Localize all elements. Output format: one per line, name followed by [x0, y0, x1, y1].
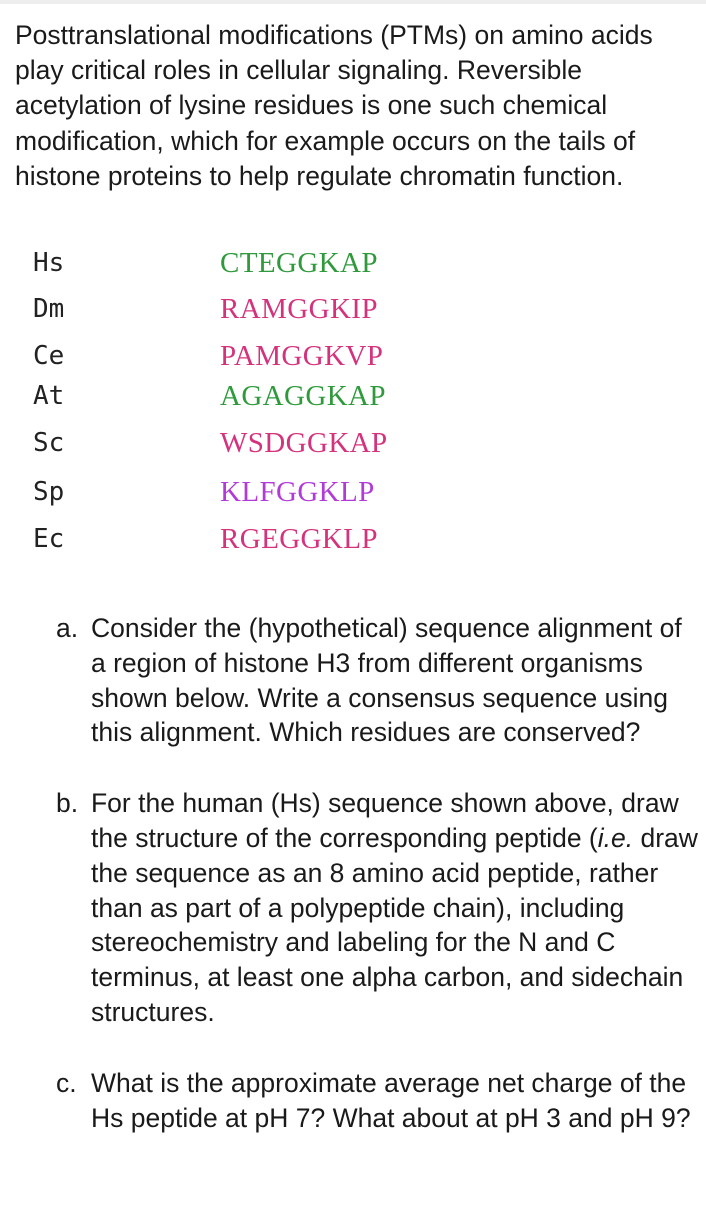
organism-label-dm: Dm [33, 294, 65, 324]
sequence-alignment [0, 0, 706, 560]
organism-label-ce: Ce [33, 341, 65, 371]
sequence-dm: RAMGGKIP [220, 293, 378, 325]
organism-label-hs: Hs [33, 248, 65, 278]
sequence-ce: PAMGGKVP [220, 340, 384, 372]
question-text: What is the approximate average net charge of the Hs peptide at pH 7? What about at pH 3 and pH 9? [91, 1067, 691, 1133]
question-text-part: For the human (Hs) sequence shown above, draw the structure of the corresponding peptide ( [91, 788, 679, 853]
question-text-italic: i.e. [597, 822, 634, 853]
organism-label-sp: Sp [33, 477, 65, 507]
question-marker: b. [56, 788, 79, 819]
sequence-sc: WSDGGKAP [220, 427, 388, 459]
question-list [56, 611, 701, 1171]
organism-label-ec: Ec [33, 524, 65, 554]
intro-paragraph: Posttranslational modifications (PTMs) on amino acids play critical roles in cellular signaling. Reversible acetylation of lysine residues is one such chemical modification, which for example occurs on the tails of histone proteins to help regulate chromatin function. [15, 20, 653, 191]
question-c [56, 1066, 701, 1136]
question-text: Consider the (hypothetical) sequence alignment of a region of histone H3 from different organisms shown below. Write a consensus sequence using this alignment. Which residues are conserved? [91, 613, 682, 748]
organism-label-sc: Sc [33, 428, 65, 458]
sequence-at: AGAGGKAP [220, 380, 386, 412]
sequence-hs: CTEGGKAP [220, 247, 378, 279]
question-a [56, 611, 701, 750]
question-marker: c. [56, 1067, 77, 1098]
sequence-sp: KLFGGKLP [220, 476, 375, 508]
organism-label-at: At [33, 381, 65, 411]
question-b [56, 786, 701, 1030]
sequence-ec: RGEGGKLP [220, 523, 378, 555]
question-text-part: draw the sequence as an 8 amino acid peptide, rather than as part of a polypeptide chain), including stereochemistry and labeling for the N and C terminus, at least one alpha carbon, and sidechain structures. [91, 822, 698, 1027]
question-marker: a. [56, 613, 79, 643]
